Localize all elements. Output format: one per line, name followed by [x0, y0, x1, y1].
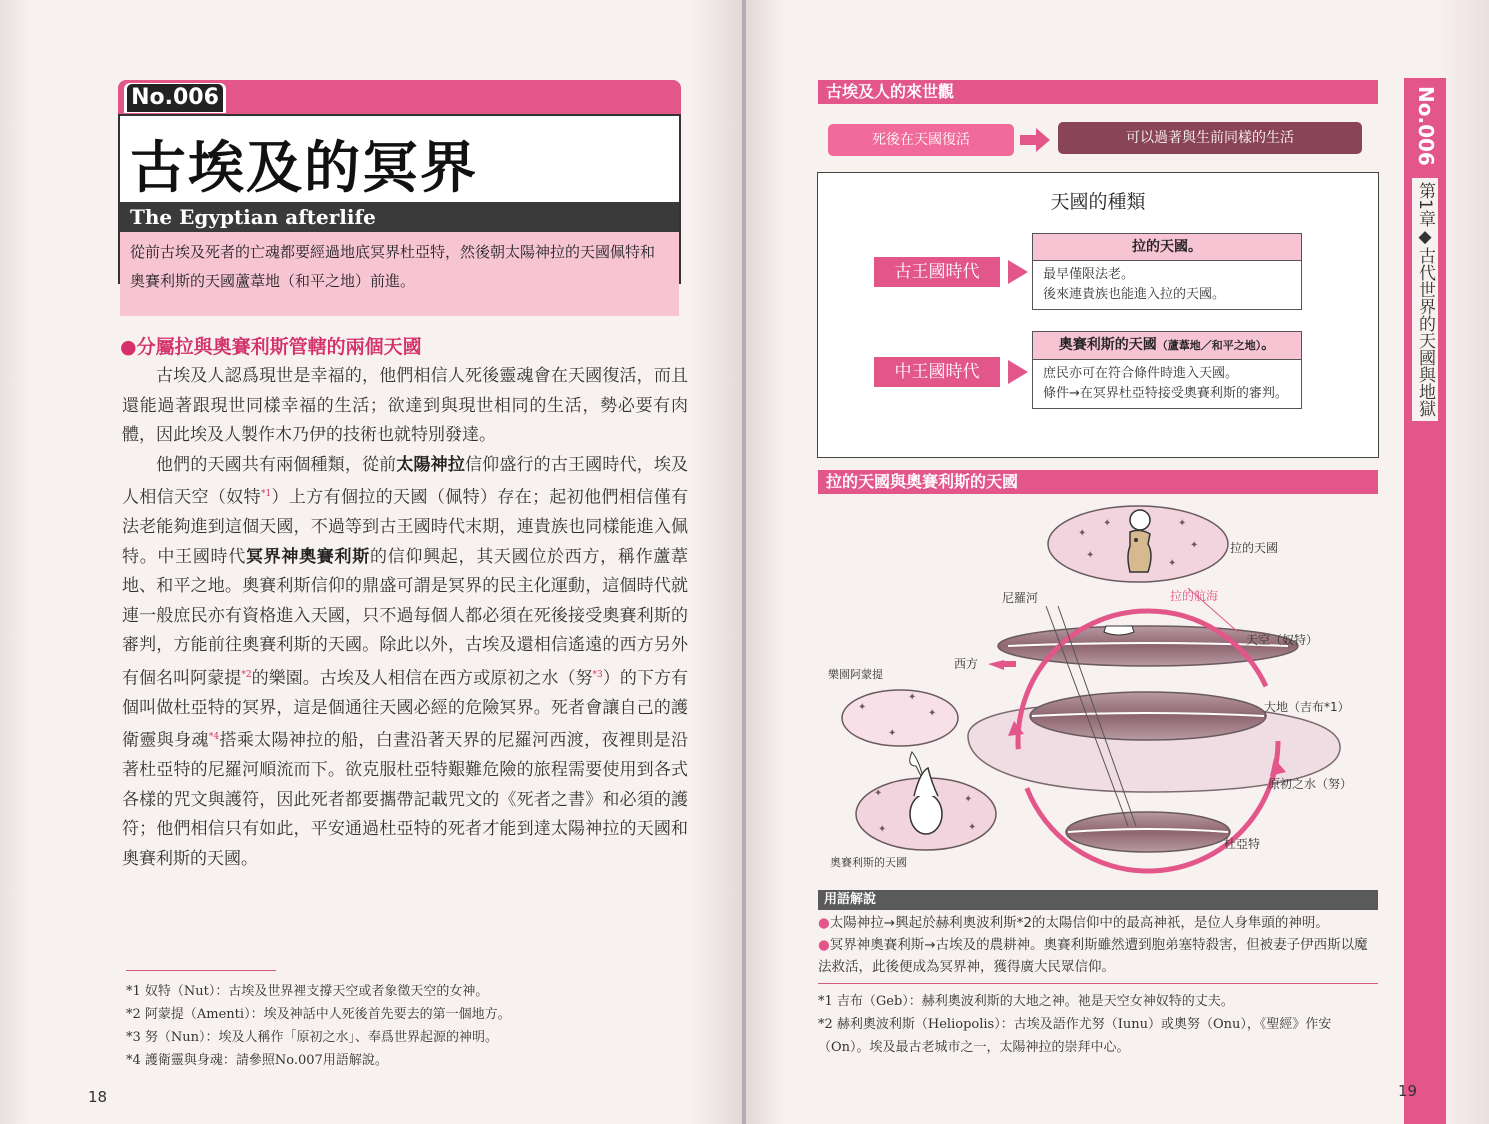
glossary-bar: 用語解說	[818, 890, 1378, 910]
svg-text:✦: ✦	[1086, 550, 1095, 561]
pill-same-life: 可以過著與生前同樣的生活	[1058, 122, 1362, 154]
chapter-label: 第1章◆古代世界的天國與地獄	[1412, 178, 1438, 421]
footnote-ref-3[interactable]: *3	[592, 669, 603, 680]
label-ra-heaven: 拉的天國	[1230, 541, 1279, 555]
footnote: *1 吉布（Geb）：赫利奧波利斯的大地之神。祂是天空女神奴特的丈夫。	[818, 994, 1234, 1009]
svg-text:✦: ✦	[1178, 518, 1187, 529]
west-arrow-icon	[988, 660, 1016, 670]
article-number-flag	[124, 83, 226, 113]
footnote-ref-4[interactable]: *4	[208, 732, 220, 743]
left-footnotes	[126, 980, 511, 1072]
amenti-ellipse	[842, 690, 958, 746]
svg-text:✦: ✦	[1103, 518, 1112, 529]
arrow-right-icon	[1020, 128, 1052, 152]
osiris-heaven-line: 條件→在冥界杜亞特接受奧賽利斯的審判。	[1043, 386, 1288, 401]
label-ra-voyage: 拉的航海	[1170, 589, 1219, 603]
osiris-heaven-box: 奧賽利斯的天國（蘆葦地／和平之地）。 庶民亦可在符合條件時進入天國。 條件→在冥界杜亞特接受奧賽利斯的審判。	[1032, 331, 1302, 409]
boat-icon	[1104, 626, 1134, 635]
osiris-heaven-line: 庶民亦可在符合條件時進入天國。	[1043, 366, 1239, 381]
svg-text:✦: ✦	[1078, 528, 1087, 539]
page-number-right: 19	[1398, 1082, 1418, 1100]
label-earth: 大地（吉布*1）	[1264, 700, 1350, 714]
keyword-osiris: 冥界神奧賽利斯	[245, 546, 370, 567]
svg-text:✦: ✦	[888, 728, 897, 739]
footnote: *4 護衛靈與身魂：請參照No.007用語解說。	[126, 1053, 388, 1068]
ra-heaven-line: 最早僅限法老。	[1043, 267, 1135, 282]
article-title: 古埃及的冥界	[130, 136, 478, 201]
ra-deity-icon	[1128, 510, 1151, 572]
era-old-kingdom: 古王國時代	[874, 257, 1000, 287]
glossary-term: 冥界神奧賽利斯	[829, 937, 925, 953]
ra-heaven-line: 後來連貴族也能進入拉的天國。	[1043, 287, 1226, 302]
era-middle-kingdom: 中王國時代	[874, 357, 1000, 387]
label-osiris-heaven: 奧賽利斯的天國	[830, 856, 907, 869]
english-subtitle: The Egyptian afterlife	[120, 202, 679, 232]
earth-plate	[1030, 692, 1266, 740]
label-west: 西方	[954, 657, 979, 671]
glossary-term: 太陽神拉	[829, 915, 884, 931]
footnote: *3 努（Nun）：埃及人稱作「原初之水」、奉爲世界起源的神明。	[126, 1030, 499, 1045]
footnote: *1 奴特（Nut）：古埃及世界裡支撐天空或者象徵天空的女神。	[126, 984, 489, 999]
osiris-heaven-box-title: 奧賽利斯的天國	[1058, 337, 1157, 353]
section-bar-two-heavens: 拉的天國與奧賽利斯的天國	[818, 470, 1378, 494]
label-nile: 尼羅河	[1002, 591, 1039, 605]
side-number-tab: No.006	[1404, 78, 1446, 170]
body-text	[122, 362, 688, 874]
glossary-item: ●冥界神奧賽利斯→古埃及的農耕神。奧賽利斯雖然遭到胞弟塞特殺害，但被妻子伊西斯以魔法救活，此後便成為冥界神，獲得廣大民眾信仰。	[818, 937, 1368, 975]
svg-text:✦: ✦	[858, 702, 867, 713]
duat-plate	[1066, 812, 1230, 852]
svg-text:✦: ✦	[964, 794, 973, 805]
article-header	[118, 80, 681, 293]
ra-heaven-box-title: 拉的天國。	[1033, 234, 1301, 261]
label-sky: 天空（奴特）	[1246, 633, 1319, 647]
page-number-left: 18	[88, 1088, 108, 1106]
footnote-ref-1[interactable]: *1	[260, 489, 272, 499]
footnote: *2 阿蒙提（Amenti）：埃及神話中人死後首先要去的第一個地方。	[126, 1007, 511, 1022]
arrow-right-icon	[1008, 360, 1028, 384]
svg-text:✦: ✦	[1190, 540, 1199, 551]
label-duat: 杜亞特	[1224, 837, 1261, 851]
svg-text:✦: ✦	[1168, 558, 1177, 569]
footnote-ref-2[interactable]: *2	[241, 669, 252, 680]
label-nun: 原初之水（努）	[1268, 777, 1353, 791]
svg-text:✦: ✦	[928, 708, 937, 719]
cosmology-diagram	[818, 496, 1384, 882]
osiris-heaven-alias: （蘆葦地／和平之地）	[1156, 339, 1262, 352]
section-bar-afterlife: 古埃及人的來世觀	[818, 80, 1378, 104]
title-box	[118, 114, 681, 290]
footnote: *2 赫利奧波利斯（Heliopolis）：古埃及語作尤努（Iunu）或奧努（Onu），《聖經》作安（On）。埃及最古老城市之一，太陽神拉的崇拜中心。	[818, 1017, 1332, 1055]
svg-text:✦: ✦	[874, 788, 883, 799]
article-summary: 從前古埃及死者的亡魂都要經過地底冥界杜亞特，然後朝太陽神拉的天國佩特和奧賽利斯的天國蘆葦地（和平之地）前進。	[120, 232, 679, 316]
paragraph-1: 古埃及人認爲現世是幸福的，他們相信人死後靈魂會在天國復活，而且還能過著跟現世同樣幸福的生活；欲達到與現世相同的生活，勢必要有肉體，因此埃及人製作木乃伊的技術也就特別發達。	[122, 366, 688, 445]
svg-text:✦: ✦	[878, 824, 887, 835]
heaven-kinds-title: 天國的種類	[1050, 191, 1146, 213]
pill-resurrection: 死後在天國復活	[828, 124, 1014, 156]
svg-text:✦: ✦	[968, 822, 977, 833]
right-footnotes	[818, 990, 1378, 1059]
osiris-deity-icon	[910, 752, 942, 834]
article-number: No.006	[127, 84, 223, 112]
svg-text:✦: ✦	[908, 692, 917, 703]
footnote-divider	[818, 983, 1378, 984]
left-page	[0, 0, 742, 1124]
glossary	[818, 912, 1380, 978]
section-heading: ●分屬拉與奧賽利斯管轄的兩個天國	[120, 336, 422, 358]
heaven-kinds-box	[817, 172, 1379, 458]
keyword-ra: 太陽神拉	[396, 454, 466, 475]
label-amenti: 樂園阿蒙提	[828, 668, 883, 681]
footnote-divider	[126, 970, 276, 971]
ra-heaven-box	[1032, 233, 1302, 310]
arrow-right-icon	[1008, 260, 1028, 284]
glossary-item: ●太陽神拉→興起於赫利奧波利斯*2的太陽信仰中的最高神祇，是位人身隼頭的神明。	[818, 915, 1329, 931]
paragraph-2: 他們的天國共有兩個種類，從前太陽神拉信仰盛行的古王國時代，埃及人相信天空（奴特$^{*1}$）上方有個拉的天國（佩特）存在；起初他們相信僅有法老能夠進到這個天國，不過等到古王國時代末期，連貴族也同樣能進入佩特。中王國時代冥界神奧賽利斯的信仰興起，其天國位於西方，稱作蘆葦地、和平之地。奧賽利斯信仰的鼎盛可謂是冥界的民主化運動，這個時代就連一般庶民亦有資格進入天國，只不過每個人都必須在死後接受奧賽利斯的審判，方能前往奧賽利斯的天國。除此以外，古埃及還相信遙遠的西方另外有個名叫阿蒙提$^{*2}$的樂園。古埃及人相信在西方或原初之水（努$^{*3}$）的下方有個叫做杜亞特的冥界，這是個通往天國必經的危險冥界。死者會讓自己的護衛靈與身魂$^{*4}$搭乘太陽神拉的船，白晝沿著天界的尼羅河西渡，夜裡則是沿著杜亞特的尼羅河順流而下。欲克服杜亞特艱難危險的旅程需要使用到各式各樣的咒文與護符，因此死者都要攜帶記載咒文的《死者之書》和必須的護符；他們相信只有如此，平安通過杜亞特的死者才能到達太陽神拉的天國和奧賽利斯的天國。	[122, 454, 689, 869]
